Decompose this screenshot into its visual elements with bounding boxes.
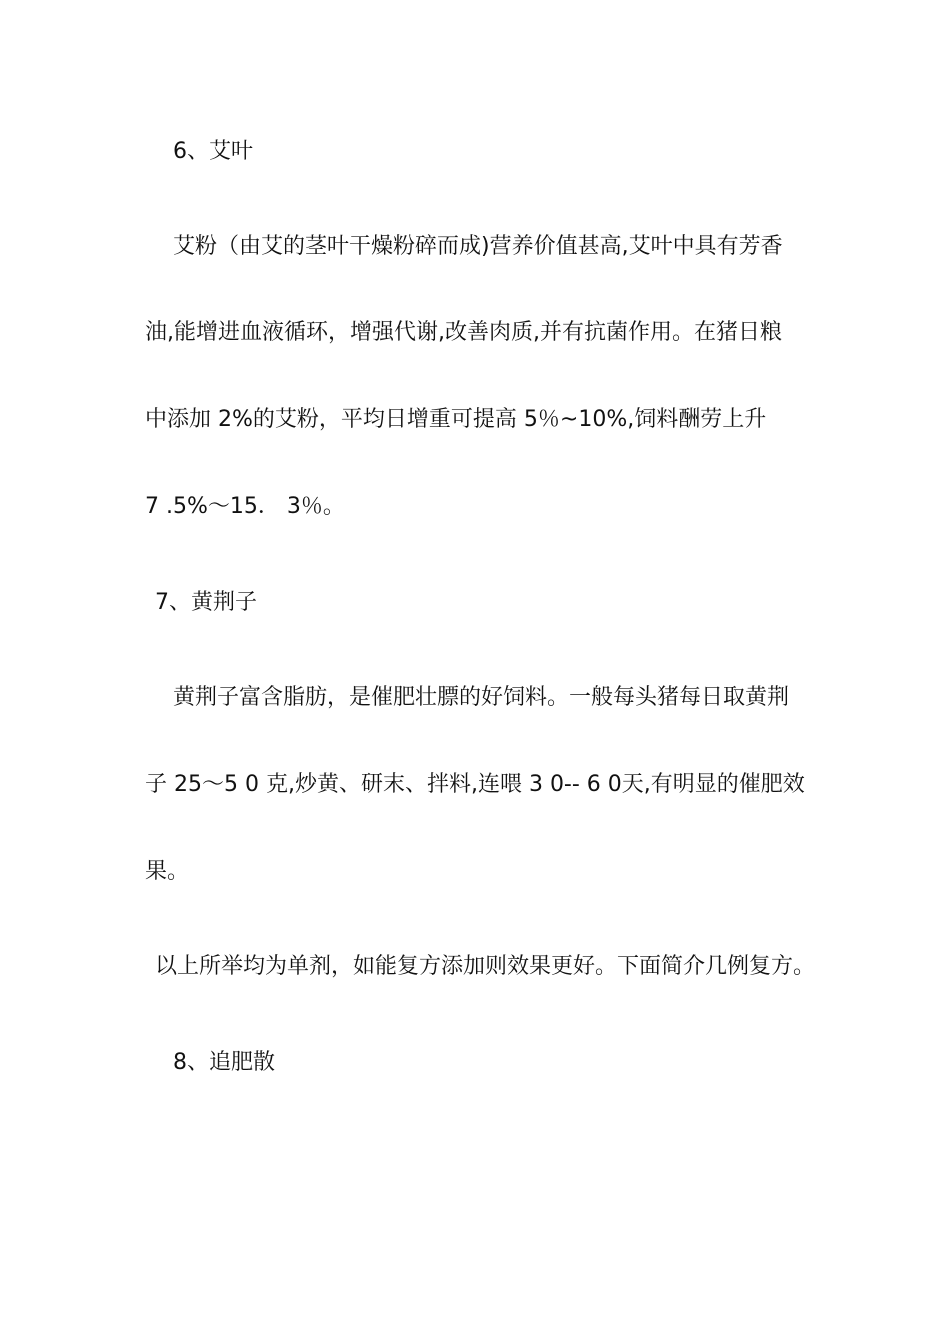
section-heading-7: 7、黄荆子 [155, 590, 257, 615]
paragraph-line: 果。 [145, 859, 190, 884]
section-heading-6: 6、艾叶 [173, 139, 253, 164]
section-heading-8: 8、追肥散 [173, 1050, 275, 1075]
paragraph-line: 油,能增进血液循环，增强代谢,改善肉质,并有抗菌作用。在猪日粮 [145, 320, 782, 345]
paragraph-line: 黄荆子富含脂肪，是催肥壮膘的好饲料。一般每头猪每日取黄荆 [173, 685, 790, 710]
paragraph-line: 中添加 2%的艾粉，平均日增重可提高 5％~10%,饲料酬劳上升 [145, 407, 767, 432]
paragraph-line: 7 .5%～15． 3％。 [145, 494, 345, 519]
paragraph-line: 子 25～5 0 克,炒黄、研末、拌料,连喂 3 0-- 6 0天,有明显的催肥效 [145, 772, 805, 797]
paragraph-line: 以上所举均为单剂，如能复方添加则效果更好。下面简介几例复方。 [155, 954, 816, 979]
paragraph-line: 艾粉（由艾的茎叶干燥粉碎而成)营养价值甚高,艾叶中具有芳香 [173, 234, 783, 259]
